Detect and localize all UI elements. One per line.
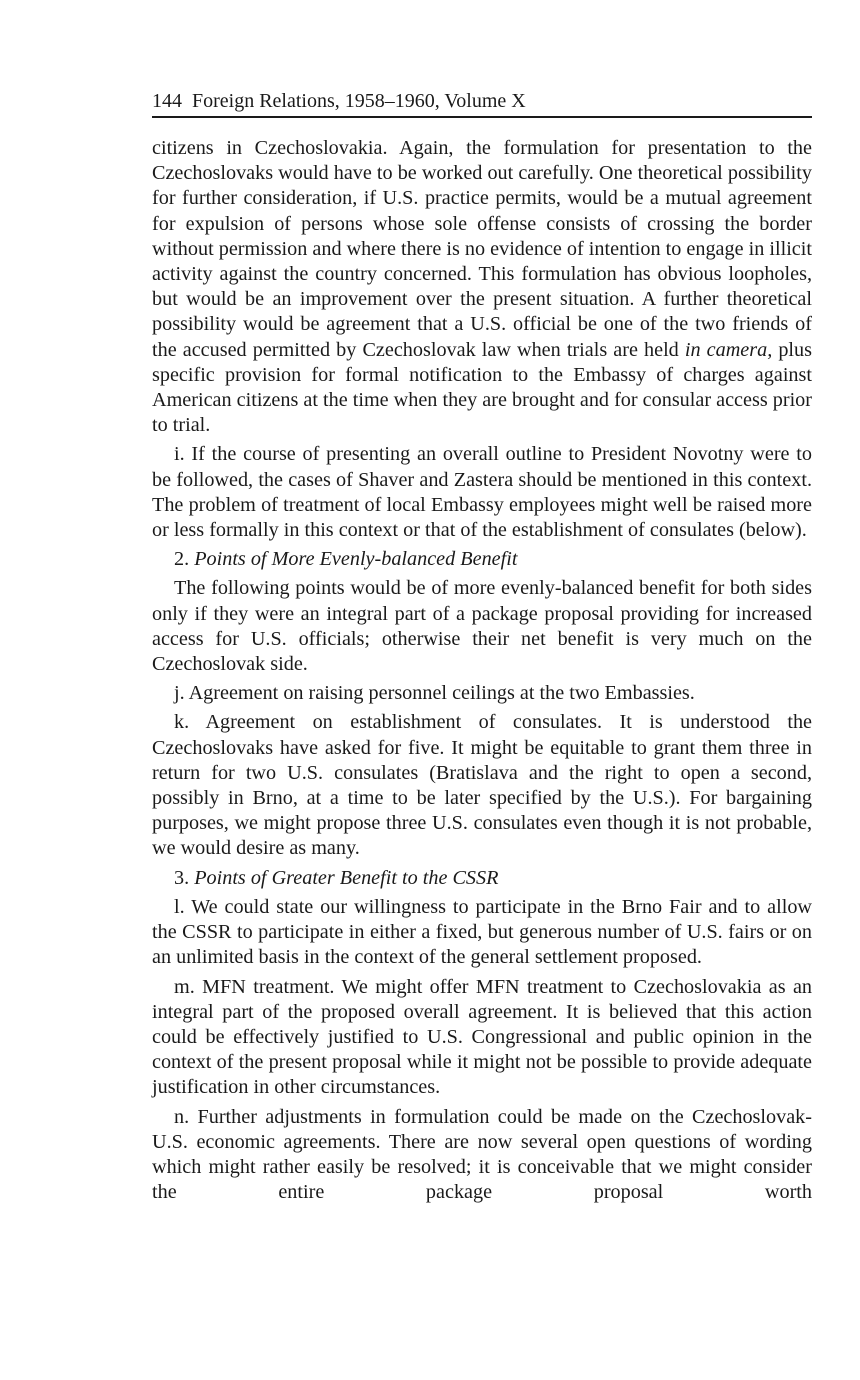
paragraph-item-n: n. Further adjustments in formulation could be made on the Czechoslovak-U.S. economic agreements. There are now several open questions of wording which might rather easily be resolved; it is conceivable that we might consider the entire package proposal worth	[152, 1105, 812, 1204]
section-heading-2	[152, 547, 812, 572]
paragraph-item-i: i. If the course of presenting an overall outline to President Novotny were to be followed, the cases of Shaver and Zastera should be mentioned in this context. The problem of treatment of local Embassy employees might well be raised more or less formally in this context or that of the establishment of consulates (below).	[152, 443, 812, 542]
section-number: 3.	[174, 866, 190, 889]
section-title: Points of Greater Benefit to the CSSR	[194, 866, 499, 889]
body-text	[152, 136, 812, 1205]
paragraph-text: citizens in Czechoslovakia. Again, the formulation for presentation to the Czechoslovaks would have to be worked out carefully. One theoretical possibility for further consideration, if U.S. practice permits, would be a mutual agreement for expulsion of persons whose sole offense consists of crossing the border without permission and where there is no evidence of intention to engage in illicit activity against the country concerned. This formulation has obvious loopholes, but would be an improvement over the present situation. A further theoretical possibility would be agreement that a U.S. official be one of the two friends of the accused permitted by Czechoslovak law when trials are held	[152, 137, 812, 361]
paragraph-item-l: l. We could state our willingness to participate in the Brno Fair and to allow the CSSR to participate in either a fixed, but generous number of U.S. fairs or on an unlimited basis in the context of the general settlement proposed.	[152, 895, 812, 969]
running-head	[152, 88, 812, 118]
section-number: 2.	[174, 548, 190, 571]
paragraph-item-m: m. MFN treatment. We might offer MFN treatment to Czechoslovakia as an integral part of the proposed overall agreement. It is believed that this action could be effectively justified to U.S. Congressional and public opinion in the context of the present proposal while it might not be possible to provide adequate justification in other circumstances.	[152, 975, 812, 1099]
document-page	[152, 88, 812, 1209]
paragraph-text: plus specific provision for formal notification to the Embassy of charges against American citizens at the time when they are brought and for consular access prior to trial.	[152, 338, 812, 437]
paragraph-section-2-intro: The following points would be of more evenly-balanced benefit for both sides only if they were an integral part of a package proposal providing for increased access for U.S. officials; otherwise their net benefit is very much on the Czechoslovak side.	[152, 577, 812, 676]
page-number: 144	[152, 90, 182, 112]
paragraph-item-k: k. Agreement on establishment of consulates. It is understood the Czechoslovaks have asked for five. It might be equitable to grant them three in return for two U.S. consulates (Bratislava and the right to open a second, possibly in Brno, at a time to be later specified by the U.S.). For bargaining purposes, we might propose three U.S. consulates even though it is not probable, we would desire as many.	[152, 711, 812, 860]
italic-phrase: in camera,	[684, 338, 773, 361]
paragraph-continued	[152, 136, 812, 438]
section-heading-3	[152, 866, 812, 891]
paragraph-item-j: j. Agreement on raising personnel ceilings at the two Embassies.	[174, 682, 695, 705]
section-title: Points of More Evenly-balanced Benefit	[194, 548, 518, 571]
volume-title: Foreign Relations, 1958–1960, Volume X	[192, 90, 526, 112]
